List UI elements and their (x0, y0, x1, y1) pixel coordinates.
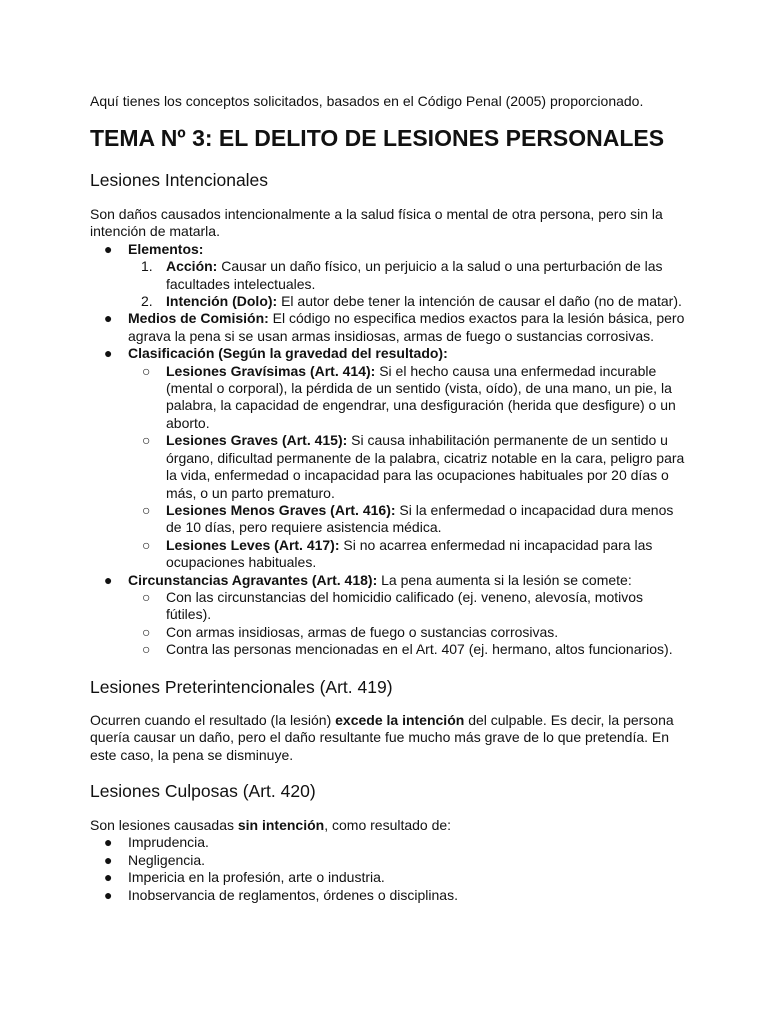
bullet-circle: ○ (142, 501, 151, 518)
list-item (128, 589, 690, 624)
clasificacion-label: Clasificación (Según la gravedad del resultado): (128, 345, 448, 362)
accion-label: Acción: (166, 258, 218, 275)
agravante-text: Con las circunstancias del homicidio calificado (ej. veneno, alevosía, motivos fútiles). (166, 588, 644, 623)
intencion-text: El autor debe tener la intención de causar el daño (no de matar). (277, 293, 682, 310)
accion-text: Causar un daño físico, un perjuicio a la salud o una perturbación de las facultades intelectuales. (166, 258, 663, 292)
bullet-circle: ○ (142, 536, 151, 553)
medios-text: El código no especifica medios exactos para la lesión básica, pero agrava la pena si se usan armas insidiosas, armas de fuego o sustancias corrosivas. (128, 310, 685, 344)
section-heading-preterintencionales: Lesiones Preterintencionales (Art. 419) (90, 677, 393, 697)
page-title: TEMA Nº 3: EL DELITO DE LESIONES PERSONALES (90, 125, 665, 151)
list-item (128, 641, 690, 658)
preter-text-pre: Ocurren cuando el resultado (la lesión) (90, 712, 336, 728)
agravante-text: Contra las personas mencionadas en el Art. 407 (ej. hermano, altos funcionarios). (166, 641, 673, 658)
bullet-disc: ● (104, 240, 113, 257)
agravantes-text: La pena aumenta si la lesión se comete: (377, 571, 632, 588)
list-item-medios (90, 310, 690, 345)
culposas-text-bold: sin intención (237, 817, 325, 833)
list-item-leves (128, 537, 690, 572)
list-item-graves (128, 432, 690, 502)
agravantes-label: Circunstancias Agravantes (Art. 418): (128, 571, 378, 588)
graves-label: Lesiones Graves (Art. 415): (166, 432, 348, 449)
bullet-disc: ● (104, 886, 113, 903)
leves-text: Si no acarrea enfermedad ni incapacidad para las ocupaciones habituales. (166, 536, 653, 571)
list-item-clasificacion (90, 345, 690, 571)
list-item-agravantes (90, 572, 690, 659)
culposas-text-post: , como resultado de: (324, 817, 452, 833)
culposa-item-text: Inobservancia de reglamentos, órdenes o disciplinas. (128, 886, 458, 903)
section-heading-intencionales: Lesiones Intencionales (90, 170, 269, 190)
bullet-disc: ● (104, 869, 113, 886)
culposas-intro (90, 817, 680, 834)
section-preterintencionales-body (90, 712, 680, 764)
culposa-item-text: Impericia en la profesión, arte o industria. (128, 869, 385, 886)
section-intencionales-body (90, 206, 690, 659)
list-item-menos-graves (128, 502, 690, 537)
list-item-accion (128, 258, 690, 293)
clasificacion-sublist (128, 363, 690, 572)
bullet-disc: ● (104, 571, 113, 588)
list-item (128, 624, 690, 641)
item-number: 1. (141, 258, 153, 275)
section-intencionales-desc: Son daños causados intencionalmente a la salud física o mental de otra persona, pero sin la intención de matarla. (90, 206, 663, 240)
section-culposas-body (90, 817, 690, 904)
culposa-item-text: Imprudencia. (128, 834, 209, 851)
list-item (90, 834, 690, 851)
bullet-disc: ● (104, 310, 113, 327)
menos-graves-text: Si la enfermedad o incapacidad dura menos de 10 días, pero requiere asistencia médica. (166, 501, 674, 536)
intro-text: Aquí tienes los conceptos solicitados, basados en el Código Penal (2005) proporcionado. (90, 93, 644, 109)
bullet-circle: ○ (142, 588, 151, 605)
gravisimas-label: Lesiones Gravísimas (Art. 414): (166, 362, 376, 379)
bullet-disc: ● (104, 345, 113, 362)
gravisimas-text: Si el hecho causa una enfermedad incurable (mental o corporal), la pérdida de un sentido (vista, oído), de una mano, un pie, la palabra, la capacidad de engendrar, una desfiguración (herida que desfigure) o un aborto. (166, 362, 676, 431)
preter-text-bold: excede la intención (335, 712, 465, 728)
culposas-list (90, 834, 690, 904)
list-item (90, 852, 690, 869)
leves-label: Lesiones Leves (Art. 417): (166, 536, 340, 553)
elementos-sublist (128, 258, 690, 310)
bullet-circle: ○ (142, 641, 151, 658)
bullet-circle: ○ (142, 432, 151, 449)
list-item (90, 887, 690, 904)
agravantes-sublist (128, 589, 690, 659)
item-number: 2. (141, 293, 153, 310)
menos-graves-label: Lesiones Menos Graves (Art. 416): (166, 501, 396, 518)
intencion-label: Intención (Dolo): (166, 293, 278, 310)
culposas-text-pre: Son lesiones causadas (90, 817, 238, 833)
bullet-disc: ● (104, 834, 113, 851)
intencionales-list (90, 241, 690, 659)
culposa-item-text: Negligencia. (128, 851, 206, 868)
bullet-circle: ○ (142, 362, 151, 379)
section-heading-culposas: Lesiones Culposas (Art. 420) (90, 781, 316, 801)
bullet-disc: ● (104, 851, 113, 868)
list-item (90, 869, 690, 886)
medios-label: Medios de Comisión: (128, 310, 269, 327)
agravante-text: Con armas insidiosas, armas de fuego o sustancias corrosivas. (166, 623, 559, 640)
graves-text: Si causa inhabilitación permanente de un sentido u órgano, dificultad permanente de la palabra, cicatriz notable en la cara, peligro para la vida, enfermedad o incapacidad para las ocupaciones habituales por 20 días o más, o un parto prematuro. (166, 432, 685, 501)
elementos-label: Elementos: (128, 240, 204, 257)
list-item-intencion (128, 293, 690, 310)
bullet-circle: ○ (142, 623, 151, 640)
list-item-gravisimas (128, 363, 690, 433)
list-item-elementos (90, 241, 690, 311)
preter-text-post: del culpable. Es decir, la persona quería causar un daño, pero el daño resultante fue mucho más grave de lo que pretendía. En este caso, la pena se disminuye. (90, 712, 674, 763)
